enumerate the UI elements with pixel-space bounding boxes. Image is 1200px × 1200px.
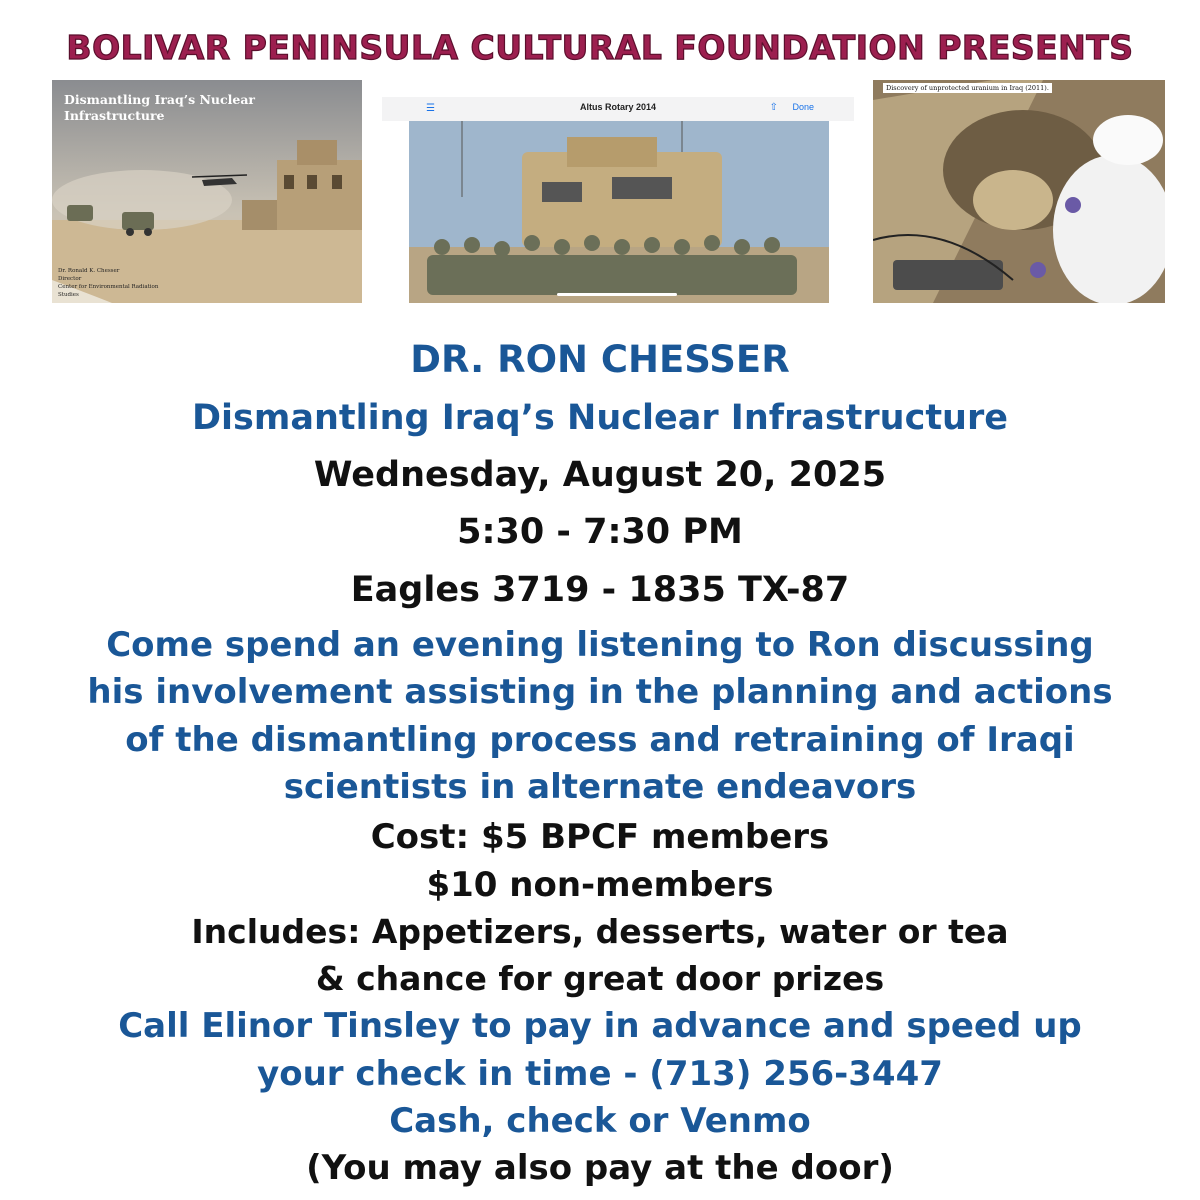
description-line-3: of the dismantling process and retraining of Iraqi [125, 720, 1075, 760]
phone-screenshot [382, 97, 854, 303]
talk-title: Dismantling Iraq’s Nuclear Infrastructure [192, 398, 1008, 438]
description-line-4: scientists in alternate endeavors [283, 767, 917, 807]
slide-credit-org2: Studies [58, 292, 79, 298]
event-venue: Eagles 3719 - 1835 TX-87 [350, 570, 850, 610]
call-line-1: Call Elinor Tinsley to pay in advance and speed up [118, 1006, 1082, 1046]
lab-photo [873, 80, 1165, 303]
door-payment-note: (You may also pay at the door) [306, 1148, 894, 1188]
slide-credit-org: Center for Environmental Radiation [58, 284, 159, 290]
includes-line-2: & chance for great door prizes [315, 959, 885, 998]
share-icon[interactable]: ⇧ [769, 102, 778, 113]
slide-title [64, 92, 284, 124]
slide-photo [52, 80, 362, 303]
description-line-1: Come spend an evening listening to Ron discussing [106, 625, 1094, 665]
cost-nonmembers: $10 non-members [426, 865, 774, 905]
slide-credit-role: Director [58, 276, 82, 282]
phone-toolbar [382, 97, 854, 121]
military-group-illustration [382, 97, 854, 303]
slide-title-line1: Dismantling Iraq’s Nuclear [64, 92, 256, 107]
uranium-discovery-illustration [873, 80, 1165, 303]
slide-credits [58, 267, 158, 299]
done-button[interactable]: Done [792, 102, 814, 112]
lab-caption: Discovery of unprotected uranium in Iraq (2011). [883, 83, 1052, 93]
payment-methods: Cash, check or Venmo [389, 1101, 811, 1141]
call-line-2: your check in time - (713) 256-3447 [257, 1054, 943, 1094]
slide-title-line2: Infrastructure [64, 108, 165, 123]
includes-line-1: Includes: Appetizers, desserts, water or tea [191, 912, 1009, 951]
description-line-2: his involvement assisting in the planning and actions [87, 672, 1113, 712]
list-icon[interactable]: ☰ [426, 103, 435, 114]
slide-credit-name: Dr. Ronald K. Chesser [58, 268, 120, 274]
speaker-name: DR. RON CHESSER [410, 338, 790, 381]
cost-members: Cost: $5 BPCF members [370, 817, 830, 857]
presenter-header: BOLIVAR PENINSULA CULTURAL FOUNDATION PRESENTS [66, 28, 1134, 67]
event-time: 5:30 - 7:30 PM [457, 512, 743, 552]
phone-title: Altus Rotary 2014 [579, 102, 657, 112]
event-date: Wednesday, August 20, 2025 [313, 455, 887, 495]
